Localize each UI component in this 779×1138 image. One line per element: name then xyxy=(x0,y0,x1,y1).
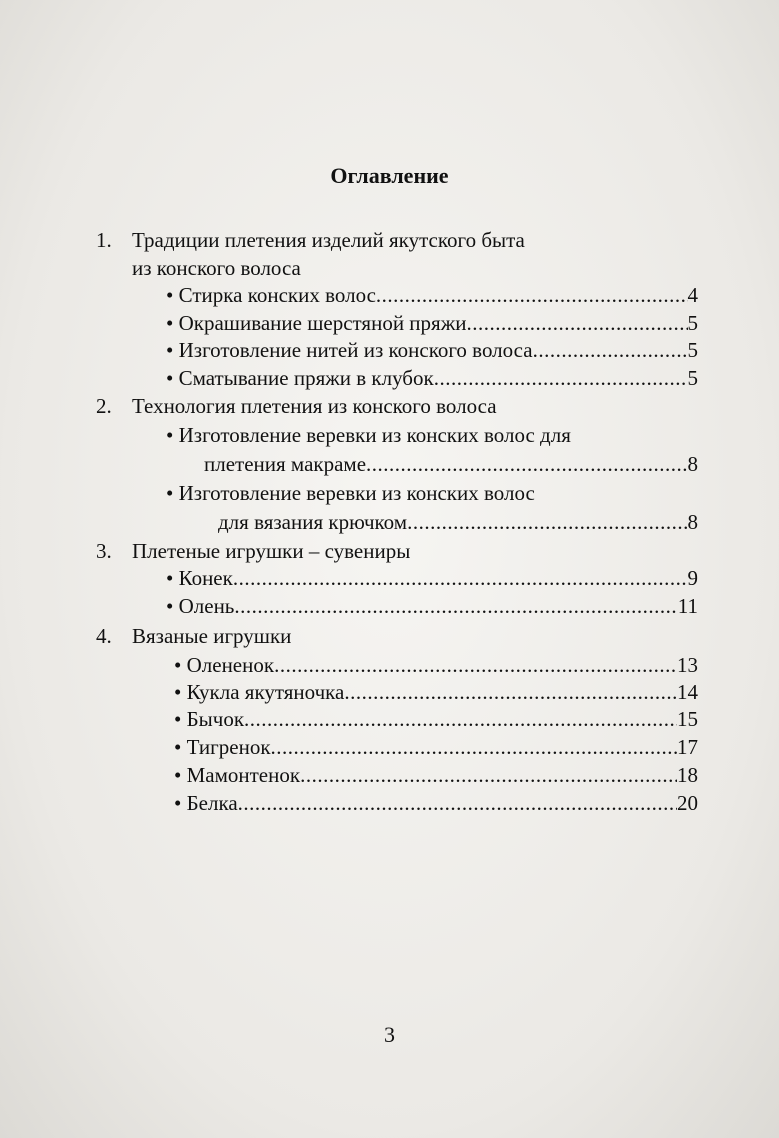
toc-entry-page: 9 xyxy=(687,566,698,590)
toc-entry-page: 17 xyxy=(677,735,698,759)
toc-entry-text: • Конек xyxy=(166,566,233,590)
leader-dots xyxy=(300,763,677,788)
leader-dots xyxy=(533,338,688,363)
toc-entry-text: • Тигренок xyxy=(174,735,271,759)
toc-entry-page: 11 xyxy=(677,594,698,618)
section-1-number: 1. xyxy=(96,228,112,252)
toc-entry[interactable] xyxy=(166,283,698,308)
toc-entry[interactable] xyxy=(218,510,698,535)
leader-dots xyxy=(376,283,688,308)
toc-entry-page: 8 xyxy=(687,452,698,476)
toc-entry[interactable] xyxy=(204,452,698,477)
toc-entry[interactable] xyxy=(174,707,698,732)
toc-entry[interactable] xyxy=(166,566,698,591)
toc-entry-text-line-1[interactable]: • Изготовление веревки из конских волос xyxy=(166,481,535,505)
toc-entry-text: • Окрашивание шерстяной пряжи xyxy=(166,311,467,335)
toc-entry[interactable] xyxy=(174,735,698,760)
section-3-heading: Плетеные игрушки – сувениры xyxy=(132,539,411,563)
section-2-number: 2. xyxy=(96,394,112,418)
leader-dots xyxy=(344,680,677,705)
toc-entry[interactable] xyxy=(174,791,698,816)
toc-entry[interactable] xyxy=(166,311,698,336)
toc-entry-text: • Бычок xyxy=(174,707,245,731)
leader-dots xyxy=(366,452,687,477)
leader-dots xyxy=(244,707,677,732)
leader-dots xyxy=(271,735,677,760)
toc-entry-text: плетения макраме xyxy=(204,452,367,476)
toc-entry-text: • Мамонтенок xyxy=(174,763,301,787)
leader-dots xyxy=(466,311,687,336)
toc-entry-text-line-1[interactable]: • Изготовление веревки из конских волос для xyxy=(166,423,571,447)
toc-entry-page: 8 xyxy=(687,510,698,534)
toc-entry-page: 4 xyxy=(687,283,698,307)
leader-dots xyxy=(407,510,687,535)
toc-entry[interactable] xyxy=(166,338,698,363)
toc-entry-text: • Кукла якутяночка xyxy=(174,680,345,704)
toc-entry[interactable] xyxy=(166,594,698,619)
leader-dots xyxy=(238,791,677,816)
leader-dots xyxy=(434,366,688,391)
toc-entry-text: для вязания крючком xyxy=(218,510,408,534)
leader-dots xyxy=(233,566,688,591)
section-4-heading: Вязаные игрушки xyxy=(132,624,292,648)
section-1-heading-line-2: из конского волоса xyxy=(132,256,301,280)
toc-entry-page: 5 xyxy=(687,311,698,335)
toc-entry[interactable] xyxy=(174,763,698,788)
toc-entry-page: 15 xyxy=(677,707,698,731)
toc-entry-page: 5 xyxy=(687,366,698,390)
leader-dots xyxy=(274,653,677,678)
section-3-number: 3. xyxy=(96,539,112,563)
toc-entry-page: 5 xyxy=(687,338,698,362)
toc-entry-text: • Сматывание пряжи в клубок xyxy=(166,366,434,390)
toc-entry-page: 20 xyxy=(677,791,698,815)
toc-entry-text: • Белка xyxy=(174,791,238,815)
toc-entry-page: 13 xyxy=(677,653,698,677)
section-2-heading: Технология плетения из конского волоса xyxy=(132,394,497,418)
toc-entry-page: 14 xyxy=(677,680,698,704)
leader-dots xyxy=(234,594,677,619)
toc-entry-text: • Олененок xyxy=(174,653,275,677)
section-4-number: 4. xyxy=(96,624,112,648)
toc-entry-text: • Олень xyxy=(166,594,235,618)
section-1-heading-line-1: Традиции плетения изделий якутского быта xyxy=(132,228,525,252)
page-number: 3 xyxy=(384,1022,395,1047)
toc-entry[interactable] xyxy=(166,366,698,391)
toc-entry-text: • Изготовление нитей из конского волоса xyxy=(166,338,533,362)
toc-entry-text: • Стирка конских волос xyxy=(166,283,376,307)
toc-entry[interactable] xyxy=(174,653,698,678)
toc-entry-page: 18 xyxy=(677,763,698,787)
toc-entry[interactable] xyxy=(174,680,698,705)
toc-title: Оглавление xyxy=(330,163,449,188)
